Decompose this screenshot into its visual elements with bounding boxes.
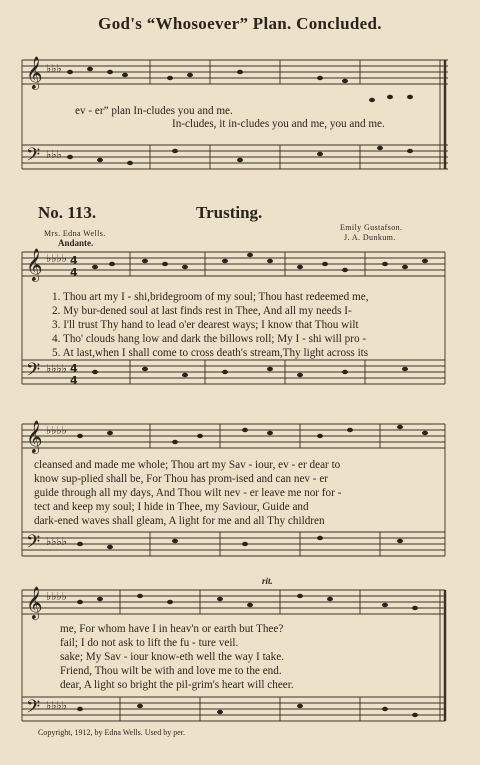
verse-block-3 [60,622,294,692]
verse-line: dark-ened waves shall gleam, A light for me and all Thy children [34,515,325,527]
svg-text:♭♭♭♭: ♭♭♭♭ [46,252,67,265]
verse-line: guide through all my days, And Thou wilt nev - er leave me nor for - [34,487,342,499]
bass-clef-icon: 𝄢 [26,360,41,385]
verse-line: dear, A light so bright the pil-grim's heart will cheer. [60,679,294,691]
verse-line: 1. Thou art my I - shi,bridegroom of my soul; Thou hast redeemed me, [52,291,369,303]
verse-block-2 [34,458,341,528]
svg-text:♭♭♭: ♭♭♭ [46,148,62,161]
top-lyric-line-1: ev - er” plan In-cludes you and me. [75,105,233,117]
svg-text:4: 4 [70,362,78,375]
staff-s1-bass [22,360,445,384]
svg-text:♭♭♭♭: ♭♭♭♭ [46,424,67,437]
staff-s3-bass [22,697,445,721]
verse-block-1 [52,290,369,360]
page-title: God's “Whosoever” Plan. Concluded. [98,14,382,33]
composer-credit-2: J. A. Dunkum. [344,233,396,242]
tempo-marking: Andante. [58,238,94,248]
verse-line: 5. At last,when I shall come to cross death's stream,Thy light across its [52,347,369,359]
verse-line: sake; My Sav - iour know-eth well the way I take. [60,651,285,663]
composer-credit-1: Emily Gustafson. [340,223,403,232]
svg-text:♭♭♭♭: ♭♭♭♭ [46,699,67,712]
bass-clef-icon: 𝄢 [26,532,41,557]
verse-line: 4. Tho' clouds hang low and dark the billows roll; My I - shi will pro - [52,333,367,345]
hymn-title: Trusting. [196,203,263,222]
treble-clef-icon: 𝄞 [26,420,43,453]
verse-line: Friend, Thou wilt be with and love me to the end. [60,665,282,677]
verse-line: me, For whom have I in heav'n or earth but Thee? [60,623,284,635]
verse-line: tect and keep my soul; I hide in Thee, my Saviour, Guide and [34,501,309,513]
top-lyric-line-2: In-cludes, it in-cludes you and me, you and me. [172,118,385,130]
svg-text:4: 4 [70,266,78,279]
copyright-notice: Copyright, 1912, by Edna Wells. Used by per. [38,728,185,737]
staff-s2-bass [22,532,445,556]
lyricist-credit: Mrs. Edna Wells. [44,229,106,238]
treble-clef-icon: 𝄞 [26,56,43,89]
bass-clef-icon: 𝄢 [26,145,41,170]
bass-clef-icon: 𝄢 [26,697,41,722]
svg-text:4: 4 [70,374,78,387]
staff-s3-treble [22,590,445,614]
verse-line: 3. I'll trust Thy hand to lead o'er dearest ways; I know that Thou wilt [52,319,359,331]
staff-top-bass [22,145,448,169]
svg-text:♭♭♭: ♭♭♭ [46,62,62,75]
verse-line: cleansed and made me whole; Thou art my Sav - iour, ev - er dear to [34,459,341,471]
svg-text:♭♭♭♭: ♭♭♭♭ [46,362,67,375]
hymn-number: No. 113. [38,203,97,222]
ritardando-marking: rit. [262,576,273,586]
verse-line: 2. My bur-dened soul at last finds rest in Thee, And all my needs I- [52,305,352,317]
verse-line: know sup-plied shall be, For Thou has prom-ised and can nev - er [34,473,329,485]
staff-top-treble [22,60,448,84]
verse-line: fail; I do not ask to lift the fu - ture veil. [60,637,239,649]
treble-clef-icon: 𝄞 [26,586,43,619]
treble-clef-icon: 𝄞 [26,248,43,281]
staff-s2-treble [22,424,445,448]
staff-s1-treble [22,252,445,276]
svg-text:♭♭♭♭: ♭♭♭♭ [46,535,67,548]
svg-text:♭♭♭♭: ♭♭♭♭ [46,590,67,603]
note-heads [67,67,428,717]
svg-text:4: 4 [70,254,78,267]
